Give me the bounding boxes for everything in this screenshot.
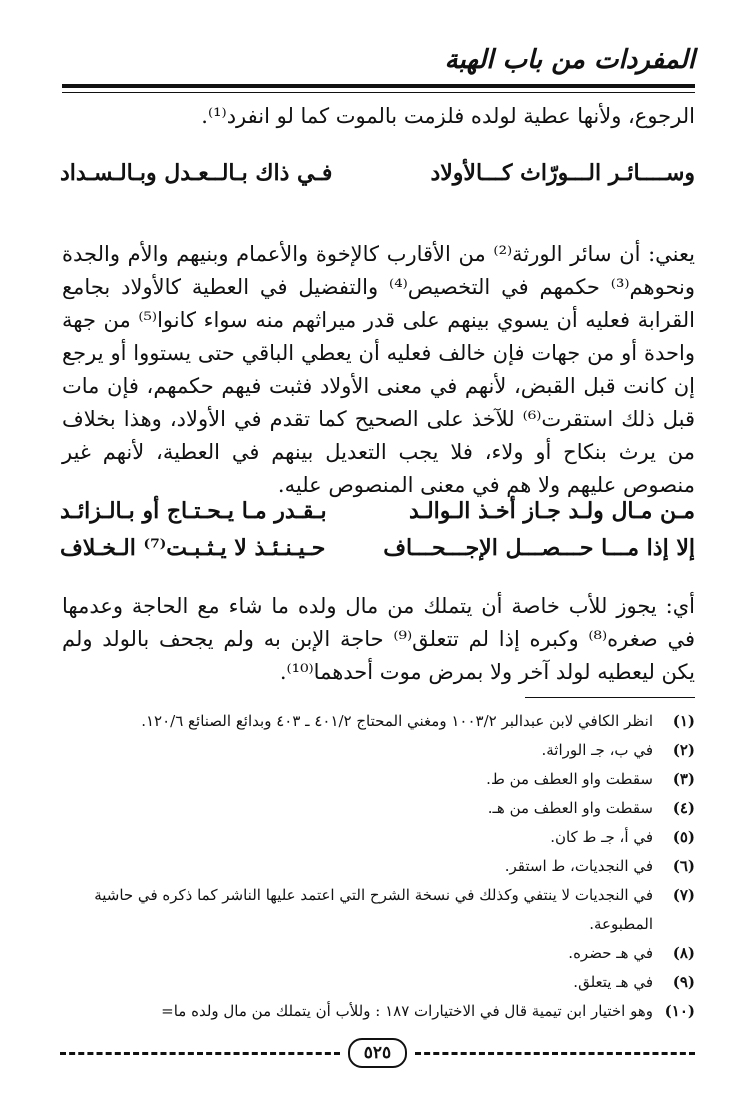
footnote-text: سقطت واو العطف من هـ. xyxy=(487,799,653,817)
verse-3-first-hemistich: إلا إذا مـــا حـــصـــل الإجـــحـــاف xyxy=(383,535,695,561)
footnote-number: (٥) xyxy=(672,828,695,846)
verse-1-first-hemistich: وســــائـر الـــورّاث كـــالأولاد xyxy=(430,160,695,186)
footnote-text: انظر الكافي لابن عبدالبر ١٠٠٣/٢ ومغني المحتاج ٤٠١/٢ ـ ٤٠٣ وبدائع الصنائع ١٢٠/٦. xyxy=(141,712,653,730)
footnote-item xyxy=(62,852,695,881)
footnote-item xyxy=(62,881,695,939)
verse-line-3 xyxy=(60,530,695,566)
footnote-item xyxy=(62,939,695,968)
footnote-text: في أ، جـ ط كان. xyxy=(550,828,653,846)
footnote-text: وهو اختيار ابن تيمية قال في الاختيارات ١٨٧ : وللأب أن يتملك من مال ولده ما= xyxy=(161,1002,653,1020)
page-number: ٥٢٥ xyxy=(348,1038,407,1068)
header-rule-thin xyxy=(62,92,695,93)
footnote-item xyxy=(62,765,695,794)
footnote-separator xyxy=(525,697,695,698)
footnote-item xyxy=(62,736,695,765)
footnote-text: في ب، جـ الوراثة. xyxy=(541,741,653,759)
footnote-number: (١٠) xyxy=(664,1002,695,1020)
footnote-number: (٦) xyxy=(672,857,695,875)
footnote-text: في النجديات لا ينتفي وكذلك في نسخة الشرح التي اعتمد عليها الناشر كما ذكره في حاشية المطبوعة. xyxy=(94,886,653,933)
footnote-number: (٨) xyxy=(672,944,695,962)
verse-1-second-hemistich: فـي ذاك بـالــعـدل وبـالـسـداد xyxy=(60,160,333,186)
footnote-number: (١) xyxy=(672,712,695,730)
footnote-item xyxy=(62,997,695,1026)
footnote-number: (٣) xyxy=(672,770,695,788)
intro-text: الرجوع، ولأنها عطية لولده فلزمت بالموت كما لو انفرد⁽¹⁾. xyxy=(201,104,695,128)
running-header-title: المفردات من باب الهبة xyxy=(444,45,695,75)
footnote-text: في هـ حضره. xyxy=(568,944,653,962)
footnote-text: في هـ يتعلق. xyxy=(573,973,653,991)
footer-dashed-rule-left xyxy=(60,1052,340,1055)
commentary-paragraph-1: يعني: أن سائر الورثة⁽²⁾ من الأقارب كالإخوة والأعمام وبنيهم والأم والجدة ونحوهم⁽³⁾ حكمهم في التخصيص⁽⁴⁾ والتفضيل في العطية كالأولاد بجامع القرابة فعليه أن يسوي بينهم على قدر ميراثهم منه سواء كانوا⁽⁵⁾ من جهة واحدة أو من جهات فإن خالف فعليه أن يعطي الباقي حتى يستووا أو يرجع إن كانت قبل القبض، لأنهم في معنى الأولاد فثبت فيهم حكمهم، فإن مات قبل ذلك استقرت⁽⁶⁾ للآخذ على الصحيح كما تقدم في الأولاد، وهذا بخلاف من يرث بنكاح أو ولاء، فلا يجب التعديل بينهم في العطية، لأنهم غير منصوص عليهم ولا هم في معنى المنصوص عليه. xyxy=(62,242,696,497)
verse-2-second-hemistich: بـقـدر مـا يـحـتـاج أو بـالـزائـد xyxy=(60,498,327,524)
verse-line-1 xyxy=(60,155,695,191)
footnote-number: (٤) xyxy=(672,799,695,817)
header-rule-thick xyxy=(62,84,695,88)
footnote-text: سقطت واو العطف من ط. xyxy=(486,770,653,788)
verse-line-2 xyxy=(60,493,695,529)
commentary-paragraph-2: أي: يجوز للأب خاصة أن يتملك من مال ولده ما شاء مع الحاجة وعدمها في صغره⁽⁸⁾ وكبره إذا لم تتعلق⁽⁹⁾ حاجة الإبن به ولم يجحف بالولد ولم يكن ليعطيه لولد آخر ولا بمرض موت أحدهما⁽¹⁰⁾. xyxy=(62,594,695,684)
footnote-number: (٩) xyxy=(672,973,695,991)
footnote-item xyxy=(62,823,695,852)
verse-3-second-hemistich: حـيـنـئـذ لا يـثـبـت⁽⁷⁾ الـخـلاف xyxy=(60,535,326,561)
footnote-item xyxy=(62,794,695,823)
footnote-item xyxy=(62,707,695,736)
footnote-item xyxy=(62,968,695,997)
footnote-text: في النجديات، ط استقر. xyxy=(504,857,653,875)
verse-2-first-hemistich: مـن مـال ولـد جـاز أخـذ الـوالـد xyxy=(408,498,695,524)
footnote-number: (٧) xyxy=(672,886,695,904)
page-footer xyxy=(60,1038,695,1068)
footnote-number: (٢) xyxy=(672,741,695,759)
footer-dashed-rule-right xyxy=(415,1052,695,1055)
footnotes xyxy=(62,707,695,1026)
